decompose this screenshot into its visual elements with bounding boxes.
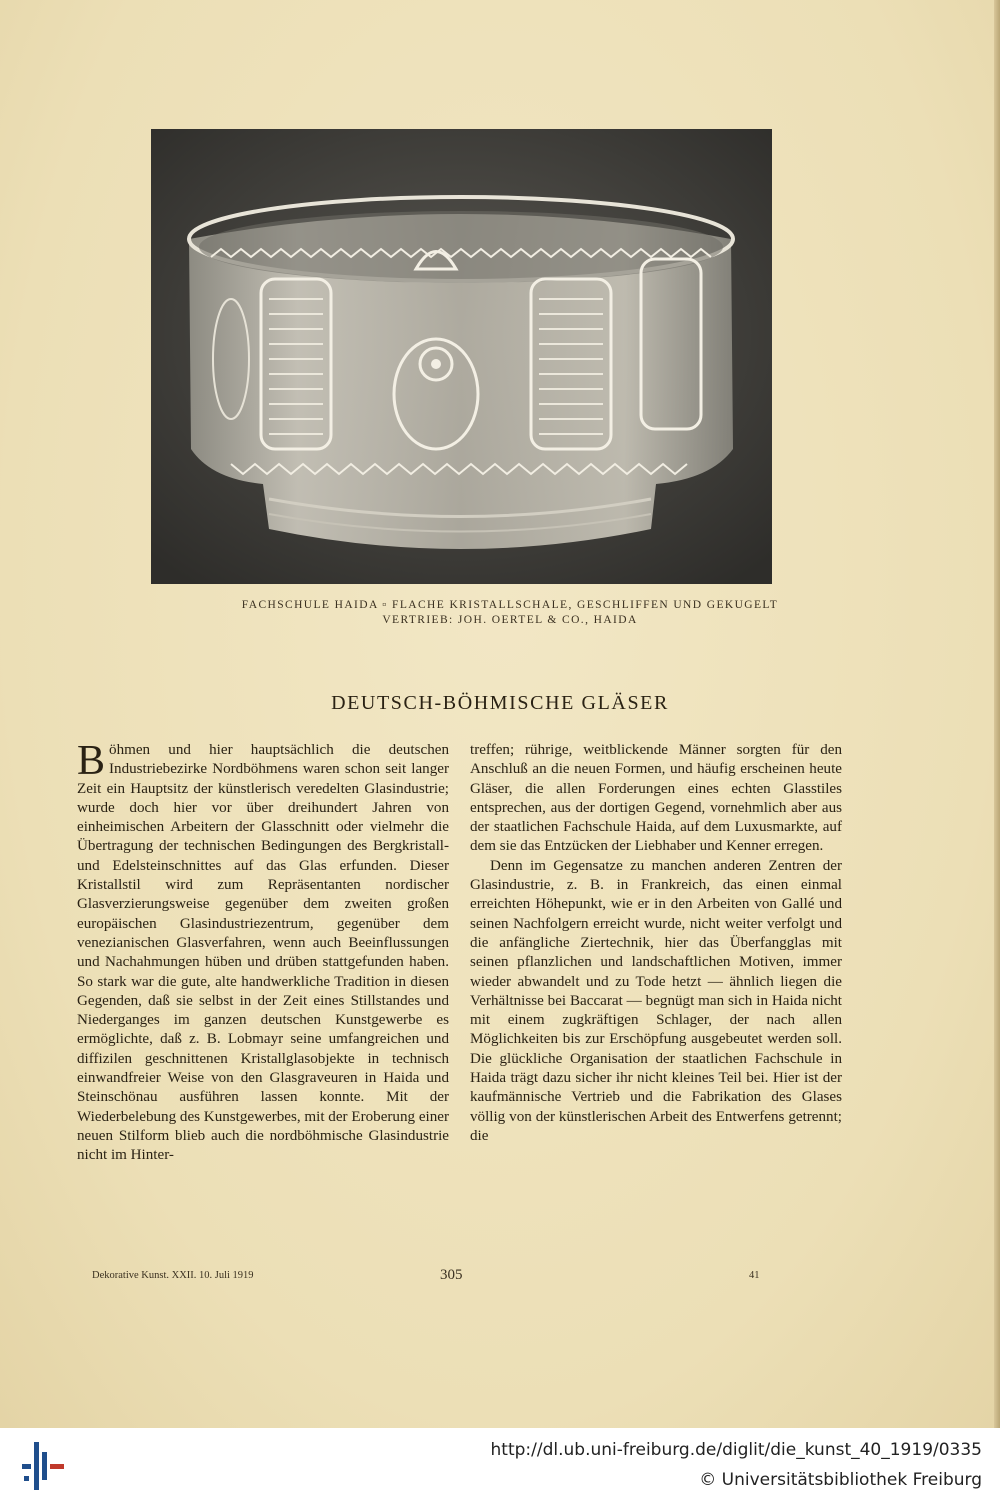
drop-cap: B: [77, 738, 106, 784]
crystal-bowl-image: [151, 129, 772, 584]
signature-mark: 41: [749, 1270, 760, 1281]
page-number: 305: [440, 1267, 463, 1283]
text-column-right: [470, 741, 842, 1146]
ub-freiburg-logo-icon[interactable]: [22, 1442, 66, 1490]
paragraph: [77, 738, 449, 1166]
library-footer-bar: [0, 1428, 1000, 1501]
journal-reference: Dekorative Kunst. XXII. 10. Juli 1919: [92, 1270, 254, 1281]
crystal-bowl-photo: [151, 129, 772, 584]
figure-caption-line-2: VERTRIEB: JOH. OERTEL & CO., HAIDA: [382, 614, 638, 626]
article-title: DEUTSCH-BÖHMISCHE GLÄSER: [331, 692, 669, 714]
text-column-left: [77, 738, 449, 1166]
paragraph: treffen; rührige, weitblickende Männer sorgten für den Anschluß an die neuen Formen, und häufig erscheinen heute Gläser, die allen Forderungen eines echten Glasstiles entsprechen, aus der dortigen Gegend, vornehmlich aber aus der staatlichen Fachschule Haida, auf dem Luxusmarkte, auf dem sie das Entzücken der Liebhaber und Kenner erregen.: [470, 742, 842, 855]
permalink-url[interactable]: http://dl.ub.uni-freiburg.de/diglit/die_kunst_40_1919/0335: [490, 1440, 982, 1460]
copyright-notice: © Universitätsbibliothek Freiburg: [699, 1470, 982, 1490]
figure-caption-line-1: FACHSCHULE HAIDA ▫ FLACHE KRISTALLSCHALE, GESCHLIFFEN UND GEKUGELT: [241, 599, 779, 611]
paragraph-text: öhmen und hier hauptsächlich die deutschen Industriebezirke Nordböhmens waren schon seit langer Zeit ein Hauptsitz der künstlerisch veredelten Glasindustrie; wurde doch hier vor über dreihundert Jahren von einheimischen Arbeitern der Glasschnitt oder vielmehr die Übertragung der technischen Bedingungen des Bergkristall- und Edelsteinschnittes auf das Glas erfunden. Dieser Kristallstil wird zum Repräsentanten nordischer Glasverzierungsweise gegenüber dem zweiten großen europäischen Glasindustriezentrum, gegenüber dem venezianischen Glasverfahren, wenn auch Beeinflussungen und Nachahmungen hüben und drüben stattgefunden haben. So stark war die gute, alte handwerkliche Tradition in diesen Gegenden, daß sie selbst in der Zeit eines Stillstandes und Niederganges im ganzen deutschen Kunstgewerbe es ermöglichte, daß z. B. Lobmayr seine umfangreichen und diffizilen geschnittenen Kristallglasobjekte in technisch einwandfreier Weise von den Glasgraveuren in Haida und Steinschönau ausführen lassen konnte. Mit der Wiederbelebung des Kunstgewerbes, mit der Eroberung einer neuen Stilform blieb auch die nordböhmische Glasindustrie nicht im Hinter-: [77, 742, 449, 1164]
paragraph: Denn im Gegensatze zu manchen anderen Zentren der Glasindustrie, z. B. in Frankreich, das einen einmal erreichten Höhepunkt, wie er in den Arbeiten von Gallé und seinen Nachfolgern erreicht wurde, nicht weiter verfolgt und die anfängliche Ziertechnik, hier das Überfangglas mit seinen pflanzlichen und landschaftlichen Motiven, immer wieder abwandelt und zu Tode hetzt — ähnlich liegen die Verhältnisse bei Baccarat — begnügt man sich in Haida nicht mit einem zugkräftigen Schlager, der nach allen Möglichkeiten bis zur Erschöpfung ausgebeutet werden soll. Die glückliche Organisation der staatlichen Fachschule in Haida trägt dazu sicher ihr nicht kleines Teil bei. Hier ist der kaufmännische Vertrieb und die Fabrikation des Glases völlig von der künstlerischen Arbeit des Entwerfens getrennt; die: [470, 857, 842, 1144]
